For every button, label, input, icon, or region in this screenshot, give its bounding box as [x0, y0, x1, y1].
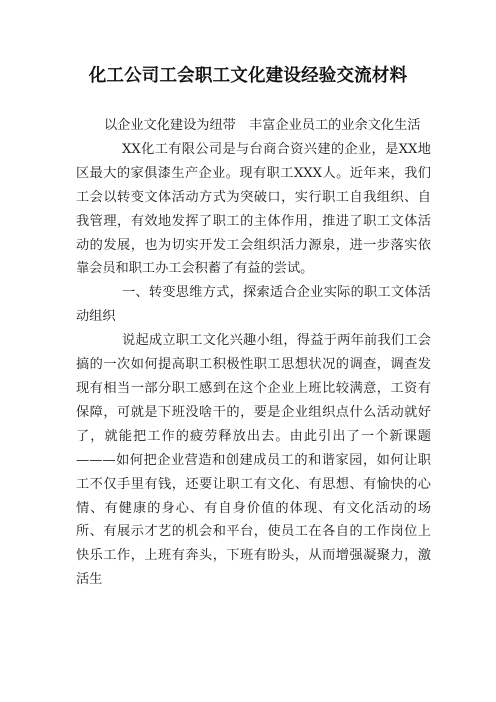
section-paragraph-1: 说起成立职工文化兴趣小组，得益于两年前我们工会搞的一次如何提高职工积极性职工思想状况的调查，调查发现有相当一部分职工感到在这个企业上班比较满意，工资有保障，可就是下班没啥干的，要是企业组织点什么活动就好了，就能把工作的疲劳释放出去。由此引出了一个新课题———如何把企业营造和创建成员工的和谐家园，如何让职工不仅手里有钱，还要让职工有文化、有思想、有愉快的心情、有健康的身心、有自身价值的体现、有文化活动的场所、有展示才艺的机会和平台，使员工在各自的工作岗位上快乐工作，上班有奔头，下班有盼头，从而增强凝聚力，激活生	[76, 333, 431, 588]
subtitle-paragraph: 以企业文化建设为纽带 丰富企业员工的业余文化生活	[104, 118, 421, 133]
intro-paragraph: XX化工有限公司是与台商合资兴建的企业，是XX地区最大的家俱漆生产企业。现有职工XXX人。近年来，我们工会以转变文体活动方式为突破口，实行职工自我组织、自我管理，有效地发挥了职工的主体作用，推进了职工文体活动的发展，也为切实开发工会组织活力源泉，进一步落实依靠会员和职工办工会积蓄了有益的尝试。	[76, 141, 431, 277]
document-title: 化工公司工会职工文化建设经验交流材料	[88, 66, 408, 86]
section-heading-1: 一、转变思维方式，探索适合企业实际的职工文体活动组织	[76, 285, 431, 325]
document-body	[76, 114, 431, 592]
